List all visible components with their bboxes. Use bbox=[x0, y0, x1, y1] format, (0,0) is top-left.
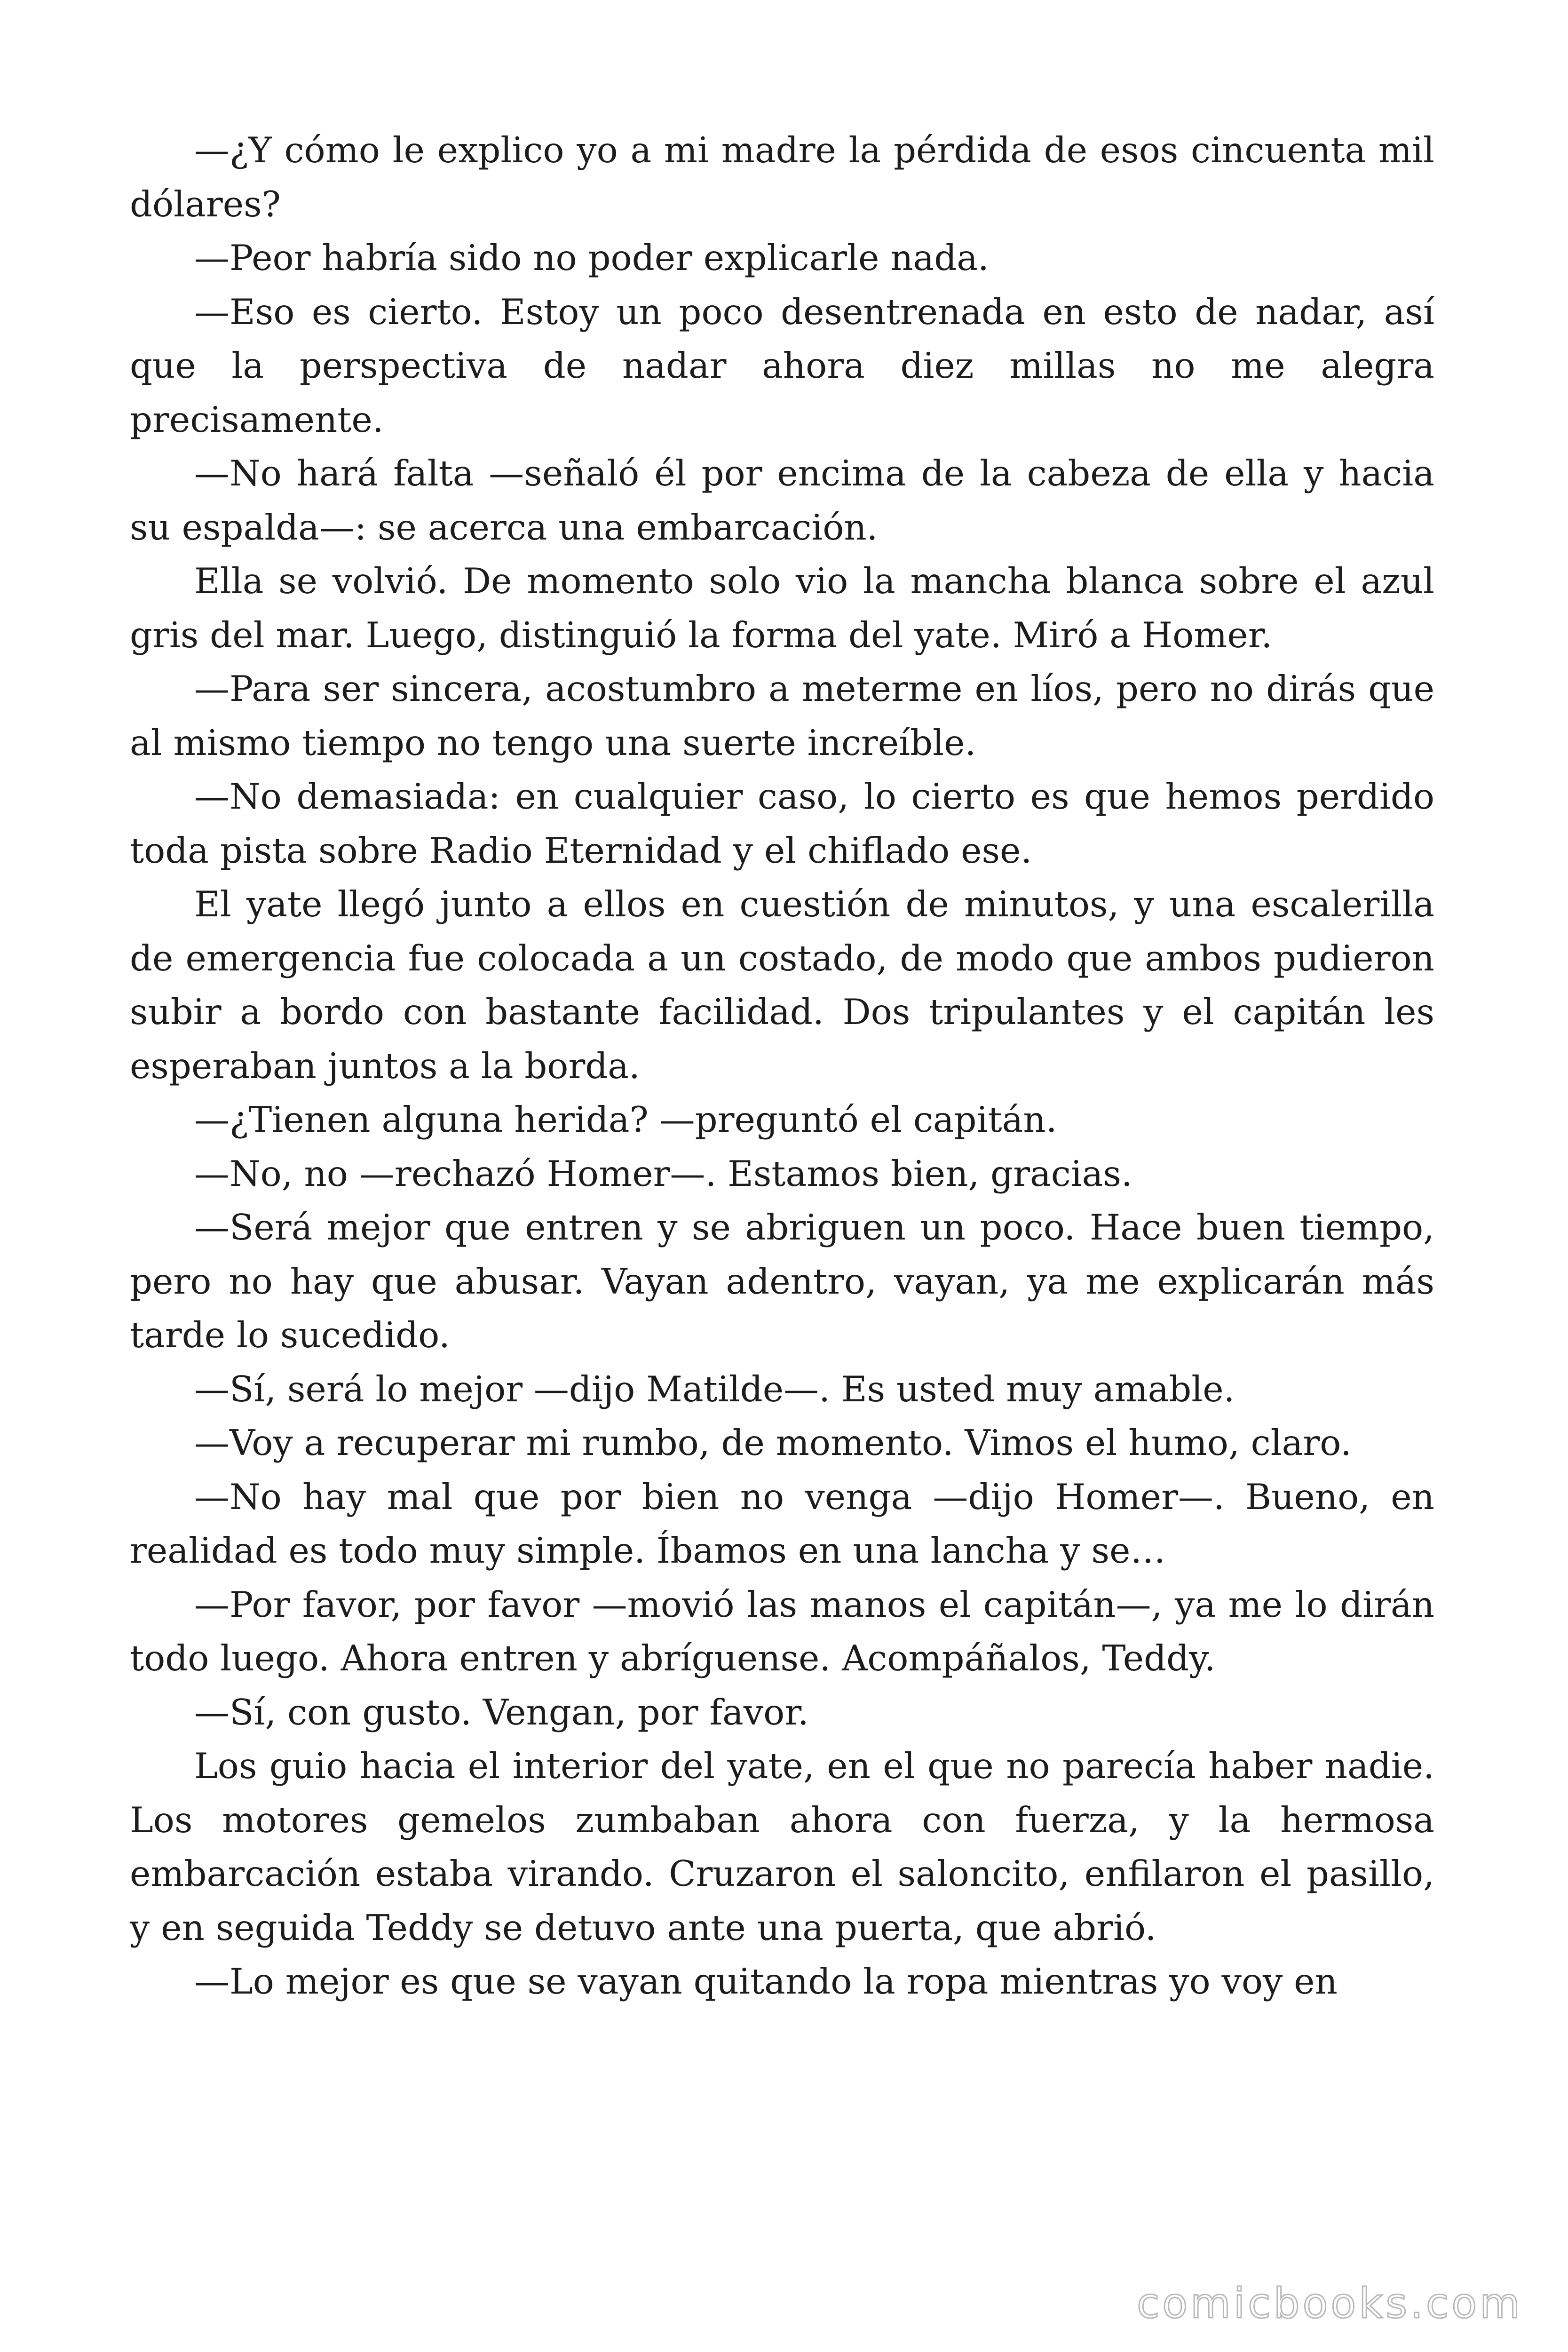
paragraph: —¿Y cómo le explico yo a mi madre la pérdida de esos cincuenta mil dólares? bbox=[130, 129, 1434, 225]
paragraph: —Sí, con gusto. Vengan, por favor. bbox=[194, 1691, 809, 1733]
paragraph: —Será mejor que entren y se abriguen un poco. Hace buen tiempo, pero no hay que abusar. Vayan adentro, vayan, ya me explicarán más tarde lo sucedido. bbox=[130, 1207, 1434, 1356]
paragraph: —No hará falta —señaló él por encima de la cabeza de ella y hacia su espalda—: se acerca una embarcación. bbox=[130, 453, 1434, 548]
paragraph: —Por favor, por favor —movió las manos el capitán—, ya me lo dirán todo luego. Ahora entren y abríguense. Acompáñalos, Teddy. bbox=[130, 1583, 1434, 1679]
paragraph: —No hay mal que por bien no venga —dijo Homer—. Bueno, en realidad es todo muy simple. Íbamos en una lancha y se… bbox=[130, 1476, 1434, 1571]
paragraph: —Lo mejor es que se vayan quitando la ropa mientras yo voy en bbox=[194, 1961, 1338, 2002]
paragraph: —Sí, será lo mejor —dijo Matilde—. Es usted muy amable. bbox=[194, 1368, 1235, 1410]
paragraph: —Voy a recuperar mi rumbo, de momento. Vimos el humo, claro. bbox=[194, 1422, 1352, 1463]
paragraph: Los guio hacia el interior del yate, en el que no parecía haber nadie. Los motores gemelos zumbaban ahora con fuerza, y la hermosa embarcación estaba virando. Cruzaron el saloncito, enfilaron el pasillo, y en seguida Teddy se detuvo ante una puerta, que abrió. bbox=[130, 1745, 1434, 1948]
paragraph: El yate llegó junto a ellos en cuestión de minutos, y una escalerilla de emergencia fue colocada a un costado, de modo que ambos pudieron subir a bordo con bastante facilidad. Dos tripulantes y el capitán les esperaban juntos a la borda. bbox=[130, 883, 1434, 1087]
paragraph: —Peor habría sido no poder explicarle nada. bbox=[194, 237, 989, 278]
page-body bbox=[130, 123, 1434, 2009]
paragraph: —¿Tienen alguna herida? —preguntó el capitán. bbox=[194, 1099, 1057, 1140]
paragraph: —No, no —rechazó Homer—. Estamos bien, gracias. bbox=[194, 1152, 1132, 1194]
paragraph: —No demasiada: en cualquier caso, lo cierto es que hemos perdido toda pista sobre Radio Eternidad y el chiflado ese. bbox=[130, 776, 1434, 871]
watermark: comicbooks.com bbox=[1136, 2279, 1523, 2328]
paragraph: —Para ser sincera, acostumbro a meterme en líos, pero no dirás que al mismo tiempo no tengo una suerte increíble. bbox=[130, 668, 1434, 763]
paragraph: —Eso es cierto. Estoy un poco desentrenada en esto de nadar, así que la perspectiva de nadar ahora diez millas no me alegra precisamente. bbox=[130, 291, 1434, 440]
paragraph: Ella se volvió. De momento solo vio la mancha blanca sobre el azul gris del mar. Luego, distinguió la forma del yate. Miró a Homer. bbox=[130, 560, 1434, 656]
